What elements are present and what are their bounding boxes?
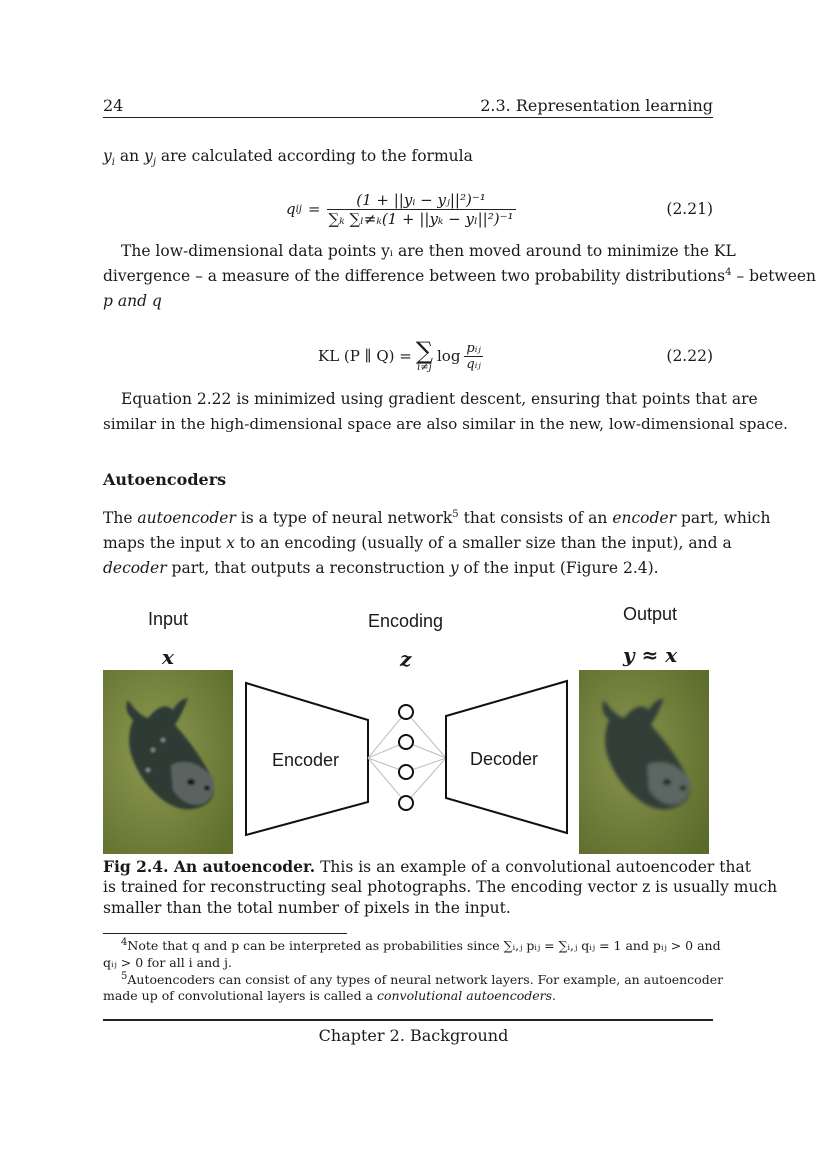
eq222-log: log: [436, 347, 461, 365]
ae-l3-em: decoder: [103, 559, 167, 577]
ae-l3b: of the input (Figure 2.4).: [458, 559, 659, 577]
figure-caption-line1: [103, 857, 751, 876]
footer-chapter: Chapter 2. Background: [318, 1026, 509, 1045]
footer-rule: [103, 1019, 713, 1021]
ae-l1d: part, which: [676, 509, 771, 528]
figure-input-label: Input: [148, 609, 189, 629]
encoding-node: [399, 705, 413, 719]
kl-para-line3: p and q: [103, 292, 162, 310]
eq222-fraction: [464, 341, 482, 372]
footnote-5-text1: Autoencoders can consist of any types of neural network layers. For example, an autoencoder: [127, 972, 724, 988]
figure-caption-line3: smaller than the total number of pixels in the input.: [103, 899, 511, 917]
page-number: 24: [103, 96, 124, 115]
footnote-5-line1: [103, 971, 731, 987]
footnote-4-line2: qᵢⱼ > 0 for all i and j.: [103, 955, 232, 970]
eq221-lhs: q: [286, 200, 296, 218]
footnote-ref-5: 5: [452, 509, 459, 520]
gd-para-line1: Equation 2.22 is minimized using gradient descent, ensuring that points that are: [121, 390, 758, 408]
footnote-5-em: convolutional autoencoders: [376, 988, 553, 1003]
footnote-5-text2a: made up of convolutional layers is called a: [103, 988, 377, 1003]
footnote-4-mark: 4: [121, 937, 128, 948]
gd-para-line2: similar in the high-dimensional space are also similar in the new, low-dimensional space.: [103, 415, 788, 433]
figure-caption-line2: is trained for reconstructing seal photographs. The encoding vector z is usually much: [103, 878, 778, 896]
ae-l1c: that consists of an: [458, 509, 613, 528]
footnote-4-line1: [103, 937, 731, 953]
encoding-nodes: [366, 700, 448, 815]
figure-input-var: x: [162, 645, 174, 669]
ae-l2b: to an encoding (usually of a smaller size than the input), and a: [234, 534, 732, 552]
intro-yj: y: [144, 147, 153, 165]
intro-an: an: [119, 147, 140, 165]
figure-output-label: Output: [623, 604, 678, 624]
kl-para-line2a: divergence – a measure of the difference between two probability distributions: [103, 267, 726, 286]
eq221-fraction: [327, 191, 516, 228]
eq222-sum-sign: ∑: [415, 336, 433, 365]
equation-2-22: [103, 332, 713, 380]
ae-l1-em2: encoder: [612, 509, 677, 528]
kl-para-line2: [103, 267, 817, 286]
encoder-label: Encoder: [272, 750, 340, 770]
section-heading-autoencoders: Autoencoders: [103, 470, 227, 489]
footnote-4-text1: Note that q and p can be interpreted as probabilities since ∑ᵢ,ⱼ pᵢⱼ = ∑ᵢ,ⱼ qᵢⱼ = 1 and pᵢⱼ > 0 and: [127, 938, 721, 954]
kl-para-line2b: – between: [731, 267, 817, 286]
output-seal-image: [579, 670, 709, 854]
eq222-num: pᵢⱼ: [466, 340, 481, 356]
eq222-number: (2.22): [666, 347, 713, 365]
ae-l3-y: y: [449, 559, 459, 577]
eq221-lhs-sub: ij: [295, 203, 302, 215]
footnote-5-text2b: .: [552, 988, 557, 1003]
intro-yi-sub: i: [111, 157, 115, 169]
footnote-5-line2: [103, 988, 713, 1003]
eq221-number: (2.21): [666, 200, 713, 218]
intro-yi: y: [103, 147, 112, 165]
encoding-node: [399, 796, 413, 810]
eq222-den: qᵢⱼ: [466, 356, 481, 372]
eq222-sum-sub: i≠j: [417, 361, 432, 373]
figure-caption-bold: Fig 2.4. An autoencoder.: [103, 857, 316, 876]
header-rule: [103, 117, 713, 118]
figure-encoding-var: z: [400, 647, 412, 671]
running-head: 2.3. Representation learning: [480, 96, 713, 115]
figure-output-var: y ≈ x: [623, 643, 678, 667]
figure-caption-l1: This is an example of a convolutional autoencoder that: [315, 858, 751, 876]
ae-l3a: part, that outputs a reconstruction: [166, 559, 450, 577]
ae-para-line3: [103, 559, 713, 577]
ae-l1a: The: [103, 509, 138, 528]
ae-l1b: is a type of neural network: [235, 509, 453, 528]
eq222-lhs: KL (P ∥ Q) =: [318, 347, 412, 365]
intro-rest: are calculated according to the formula: [160, 147, 473, 165]
footnote-5-mark: 5: [121, 971, 128, 982]
ae-l1-em1: autoencoder: [137, 509, 236, 528]
intro-yj-sub: j: [152, 157, 156, 169]
ae-l2-x: x: [226, 534, 235, 552]
ae-l2a: maps the input: [103, 534, 227, 552]
input-seal-image: [103, 670, 233, 854]
eq221-denominator: ∑ₖ ∑ₗ≠ₖ(1 + ||yₖ − yₗ||²)⁻¹: [328, 209, 514, 228]
encoding-node: [399, 735, 413, 749]
intro-line: [103, 147, 713, 168]
ae-para-line1: [103, 509, 771, 528]
footnote-rule: [103, 933, 347, 934]
footnote-ref-4: 4: [725, 267, 732, 278]
figure-encoding-label: Encoding: [368, 611, 444, 631]
eq222-sum: [415, 336, 433, 373]
ae-para-line2: [103, 534, 732, 552]
kl-para-line1: The low-dimensional data points yᵢ are then moved around to minimize the KL: [121, 242, 736, 260]
eq221-numerator: (1 + ||yᵢ − yⱼ||²)⁻¹: [327, 191, 516, 210]
encoding-node: [399, 765, 413, 779]
eq221-equals: =: [307, 200, 321, 218]
equation-2-21: [103, 186, 713, 232]
decoder-label: Decoder: [470, 749, 539, 769]
